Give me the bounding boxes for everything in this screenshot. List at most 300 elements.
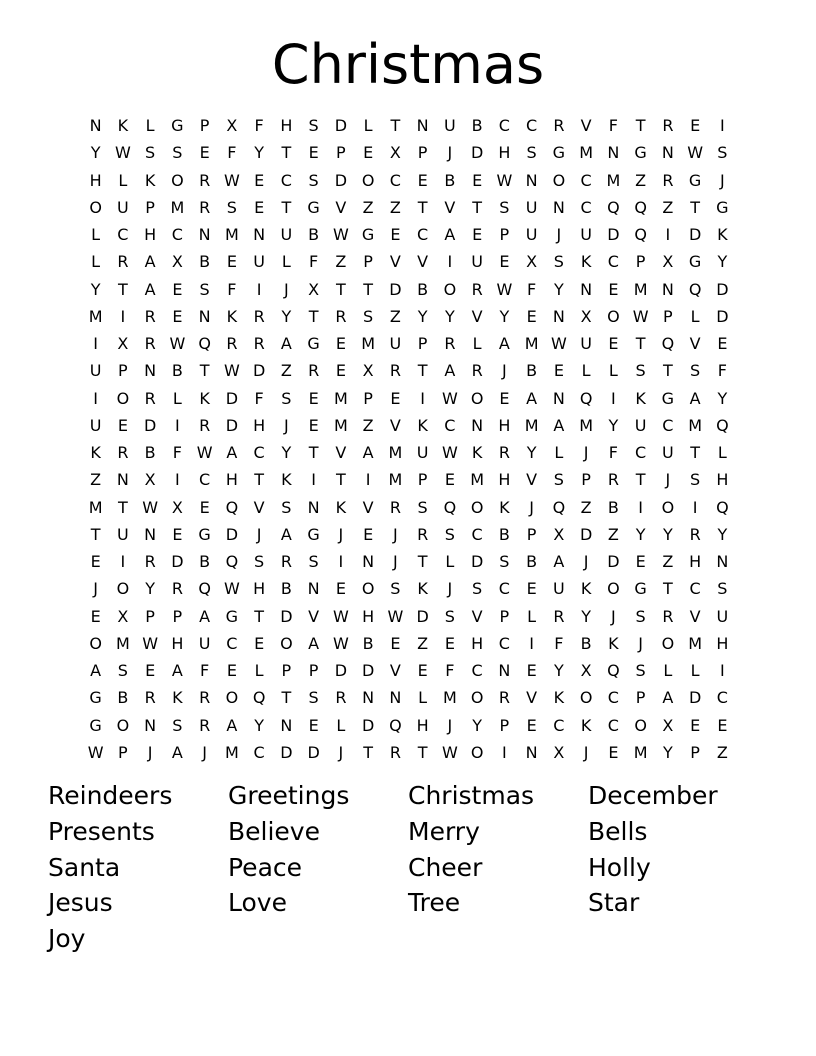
grid-cell: D [334, 170, 348, 190]
grid-cell: A [553, 415, 565, 435]
grid-cell: I [93, 388, 98, 408]
grid-cell: N [362, 688, 375, 708]
grid-cell: R [471, 279, 483, 299]
grid-cell: Q [552, 497, 566, 517]
grid-cell: E [526, 306, 537, 326]
grid-cell: K [144, 170, 156, 190]
grid-cell: R [662, 606, 674, 626]
word-list-item: Reindeers [48, 781, 173, 810]
grid-cell: P [526, 524, 537, 544]
grid-cell: N [253, 225, 266, 245]
grid-cell: O [579, 688, 593, 708]
grid-cell: S [254, 552, 265, 572]
grid-cell: D [280, 606, 293, 626]
letter-grid [82, 112, 736, 766]
grid-cell: Q [225, 497, 239, 517]
grid-cell: F [445, 661, 455, 681]
grid-cell: G [89, 688, 102, 708]
grid-cell: I [420, 388, 425, 408]
grid-cell: V [389, 252, 401, 272]
grid-cell: N [307, 497, 320, 517]
grid-cell: G [361, 225, 375, 245]
grid-cell: C [526, 116, 538, 136]
grid-cell: N [144, 524, 157, 544]
grid-cell: Z [335, 252, 347, 272]
grid-cell: C [253, 443, 265, 463]
grid-cell: H [498, 143, 511, 163]
grid-cell: W [223, 170, 240, 190]
grid-cell: R [498, 443, 510, 463]
grid-cell: M [579, 143, 594, 163]
grid-cell: O [470, 388, 484, 408]
grid-cell: I [638, 497, 643, 517]
grid-cell: T [281, 143, 292, 163]
word-list-item: Presents [48, 816, 155, 846]
grid-cell: Z [389, 306, 401, 326]
grid-cell: R [389, 497, 401, 517]
grid-cell: E [199, 143, 210, 163]
grid-cell: E [444, 470, 455, 490]
grid-cell: H [253, 415, 266, 435]
grid-row [82, 466, 736, 493]
grid-cell: E [335, 361, 346, 381]
grid-cell: T [662, 361, 673, 381]
grid-cell: D [171, 552, 184, 572]
grid-cell: W [142, 633, 159, 653]
grid-cell: W [687, 143, 704, 163]
grid-cell: Y [553, 279, 564, 299]
grid-cell: E [390, 388, 401, 408]
grid-cell: I [311, 470, 316, 490]
grid-cell: C [607, 252, 619, 272]
grid-cell: I [502, 742, 507, 762]
grid-cell: A [498, 334, 510, 354]
grid-cell: U [444, 116, 456, 136]
grid-cell: O [280, 633, 293, 653]
grid-cell: S [717, 143, 728, 163]
word-list-item: Joy [48, 924, 86, 954]
grid-cell: G [307, 334, 320, 354]
grid-cell: I [93, 334, 98, 354]
grid-cell: S [499, 197, 510, 217]
grid-cell: B [117, 688, 129, 708]
grid-cell: P [363, 252, 373, 272]
grid-cell: B [308, 225, 320, 245]
grid-cell: C [498, 116, 510, 136]
grid-cell: C [553, 715, 565, 735]
grid-cell: M [524, 334, 539, 354]
grid-cell: D [716, 306, 729, 326]
grid-cell: E [390, 633, 401, 653]
grid-cell: W [387, 606, 404, 626]
grid-cell: O [89, 197, 102, 217]
grid-row [82, 139, 736, 166]
grid-cell: D [688, 688, 702, 708]
grid-cell: R [144, 388, 156, 408]
grid-cell: W [496, 279, 513, 299]
grid-cell: Y [281, 443, 292, 463]
grid-cell: B [444, 170, 456, 190]
grid-cell: U [662, 443, 674, 463]
grid-cell: I [175, 415, 180, 435]
grid-cell: T [417, 552, 428, 572]
grid-cell: C [444, 415, 456, 435]
grid-cell: U [580, 334, 592, 354]
grid-cell: C [471, 661, 483, 681]
grid-cell: S [308, 116, 319, 136]
grid-cell: F [554, 633, 564, 653]
grid-cell: Y [90, 143, 101, 163]
grid-cell: J [583, 552, 589, 572]
grid-cell: C [662, 415, 674, 435]
grid-cell: T [472, 197, 483, 217]
grid-cell: L [418, 688, 428, 708]
grid-cell: S [172, 143, 183, 163]
puzzle-title: Christmas [271, 33, 545, 96]
grid-cell: D [334, 661, 348, 681]
grid-cell: R [662, 116, 674, 136]
grid-cell: J [611, 606, 616, 626]
grid-cell: B [498, 524, 510, 544]
grid-cell: P [581, 470, 591, 490]
grid-cell: R [389, 742, 401, 762]
grid-cell: A [444, 361, 456, 381]
grid-cell: M [470, 470, 485, 490]
grid-cell: E [390, 225, 401, 245]
grid-cell: V [335, 443, 347, 463]
grid-cell: I [256, 279, 262, 299]
grid-cell: P [118, 361, 128, 381]
grid-cell: I [611, 388, 616, 408]
grid-cell: J [720, 170, 725, 190]
grid-cell: I [720, 661, 725, 681]
grid-cell: U [253, 252, 265, 272]
grid-cell: W [632, 306, 649, 326]
grid-row [82, 167, 736, 194]
grid-cell: K [199, 388, 210, 408]
grid-cell: E [254, 197, 265, 217]
grid-cell: D [416, 606, 429, 626]
grid-cell: D [579, 524, 593, 544]
grid-cell: S [553, 470, 564, 490]
grid-cell: R [389, 361, 401, 381]
grid-cell: R [171, 579, 183, 599]
grid-cell: U [716, 606, 729, 626]
grid-cell: Q [607, 197, 620, 217]
word-list-item: Star [588, 888, 640, 918]
grid-cell: N [716, 552, 729, 572]
grid-cell: E [226, 661, 237, 681]
grid-cell: O [661, 497, 675, 517]
word-list-item: Jesus [48, 888, 113, 918]
grid-cell: Z [635, 170, 647, 190]
grid-cell: U [89, 415, 102, 435]
grid-cell: H [362, 606, 375, 626]
grid-cell: E [444, 633, 455, 653]
grid-cell: E [308, 715, 319, 735]
grid-cell: I [338, 552, 344, 572]
grid-cell: O [634, 715, 647, 735]
grid-cell: J [338, 524, 344, 544]
grid-cell: C [417, 225, 429, 245]
grid-cell: E [608, 742, 619, 762]
grid-cell: O [361, 579, 375, 599]
grid-row [82, 248, 736, 275]
grid-cell: S [553, 252, 564, 272]
grid-cell: E [308, 143, 319, 163]
grid-cell: X [171, 252, 183, 272]
grid-cell: V [308, 606, 320, 626]
grid-cell: P [308, 661, 319, 681]
grid-cell: P [499, 225, 510, 245]
grid-cell: A [553, 552, 565, 572]
grid-cell: V [526, 688, 538, 708]
grid-cell: G [688, 252, 702, 272]
grid-cell: Q [661, 334, 675, 354]
grid-cell: Y [662, 742, 673, 762]
grid-cell: B [199, 252, 211, 272]
grid-cell: G [89, 715, 102, 735]
grid-cell: T [390, 116, 401, 136]
grid-cell: Q [634, 225, 647, 245]
grid-cell: H [416, 715, 429, 735]
grid-cell: Y [608, 415, 619, 435]
grid-cell: S [145, 143, 156, 163]
grid-cell: K [90, 443, 101, 463]
grid-cell: N [144, 361, 157, 381]
grid-cell: M [224, 225, 239, 245]
grid-cell: A [226, 443, 238, 463]
grid-cell: E [717, 715, 728, 735]
grid-cell: D [225, 388, 239, 408]
grid-cell: O [171, 170, 184, 190]
grid-row [82, 303, 736, 330]
grid-row [82, 712, 736, 739]
grid-cell: I [175, 470, 180, 490]
grid-cell: S [281, 497, 292, 517]
grid-cell: G [634, 143, 647, 163]
grid-cell: P [417, 470, 428, 490]
grid-cell: M [633, 279, 648, 299]
grid-cell: Q [634, 197, 647, 217]
grid-cell: N [661, 143, 674, 163]
grid-cell: M [333, 415, 348, 435]
grid-cell: O [470, 497, 484, 517]
grid-cell: V [689, 606, 701, 626]
grid-cell: R [553, 116, 565, 136]
grid-cell: V [471, 606, 483, 626]
grid-cell: T [281, 688, 292, 708]
grid-cell: E [499, 388, 510, 408]
grid-cell: E [254, 170, 265, 190]
grid-cell: M [88, 306, 103, 326]
grid-cell: L [172, 388, 182, 408]
grid-cell: A [444, 225, 456, 245]
grid-cell: U [580, 225, 592, 245]
grid-cell: N [144, 715, 157, 735]
grid-cell: T [363, 742, 374, 762]
grid-cell: R [689, 524, 701, 544]
grid-cell: E [499, 252, 510, 272]
grid-cell: G [688, 170, 702, 190]
grid-cell: X [171, 497, 183, 517]
grid-cell: L [608, 361, 618, 381]
grid-cell: H [716, 633, 729, 653]
grid-cell: S [308, 170, 319, 190]
grid-cell: R [607, 470, 619, 490]
grid-cell: R [199, 688, 211, 708]
grid-cell: B [526, 552, 538, 572]
grid-cell: O [470, 742, 484, 762]
grid-cell: O [361, 170, 375, 190]
grid-cell: B [417, 279, 429, 299]
grid-cell: T [363, 279, 374, 299]
grid-cell: N [607, 143, 620, 163]
grid-cell: X [362, 361, 374, 381]
grid-cell: H [89, 170, 102, 190]
grid-cell: X [226, 116, 238, 136]
grid-cell: R [335, 688, 347, 708]
grid-cell: S [717, 579, 728, 599]
grid-cell: G [661, 388, 675, 408]
grid-cell: L [91, 252, 101, 272]
grid-cell: M [606, 170, 621, 190]
grid-cell: H [498, 470, 511, 490]
grid-cell: H [689, 552, 702, 572]
grid-cell: C [580, 170, 592, 190]
grid-cell: D [716, 279, 729, 299]
grid-cell: K [172, 688, 183, 708]
grid-cell: R [417, 524, 429, 544]
grid-cell: A [90, 661, 102, 681]
grid-cell: A [308, 633, 320, 653]
grid-cell: C [471, 524, 483, 544]
grid-cell: E [172, 279, 183, 299]
grid-cell: K [608, 633, 619, 653]
grid-cell: M [388, 443, 403, 463]
grid-cell: E [226, 252, 237, 272]
word-list-item: Believe [228, 816, 320, 846]
grid-cell: L [717, 443, 727, 463]
grid-cell: K [117, 116, 129, 136]
word-list-item: Cheer [408, 852, 483, 882]
grid-cell: D [143, 415, 157, 435]
grid-cell: E [635, 552, 646, 572]
grid-cell: J [284, 279, 289, 299]
grid-cell: E [308, 388, 319, 408]
grid-row [82, 739, 736, 766]
grid-cell: E [608, 279, 619, 299]
grid-cell: M [224, 742, 239, 762]
grid-cell: W [550, 334, 567, 354]
grid-cell: H [471, 633, 484, 653]
grid-cell: S [117, 661, 128, 681]
grid-cell: M [524, 415, 539, 435]
grid-cell: U [117, 524, 129, 544]
grid-row [82, 494, 736, 521]
grid-cell: K [281, 470, 292, 490]
grid-cell: G [552, 143, 566, 163]
grid-cell: T [635, 334, 646, 354]
grid-cell: Q [198, 579, 211, 599]
grid-cell: Z [389, 197, 401, 217]
grid-cell: S [444, 524, 455, 544]
grid-cell: C [498, 633, 510, 653]
grid-cell: S [635, 606, 646, 626]
grid-cell: G [225, 606, 239, 626]
grid-cell: W [441, 388, 458, 408]
grid-cell: X [553, 742, 565, 762]
grid-cell: W [142, 497, 159, 517]
grid-cell: R [199, 415, 211, 435]
grid-cell: Z [662, 197, 674, 217]
grid-cell: A [662, 688, 674, 708]
grid-cell: M [688, 633, 703, 653]
grid-cell: O [116, 715, 130, 735]
grid-cell: W [441, 742, 458, 762]
grid-cell: E [417, 170, 428, 190]
grid-cell: A [226, 715, 238, 735]
grid-cell: F [608, 116, 618, 136]
grid-cell: G [716, 197, 729, 217]
grid-cell: H [498, 415, 511, 435]
grid-cell: P [281, 661, 292, 681]
grid-cell: E [472, 170, 483, 190]
grid-cell: B [471, 116, 483, 136]
grid-cell: U [89, 361, 102, 381]
grid-cell: H [253, 579, 266, 599]
grid-cell: Y [553, 661, 564, 681]
grid-cell: D [470, 552, 484, 572]
grid-row [82, 603, 736, 630]
grid-cell: R [226, 334, 238, 354]
word-list-item: Santa [48, 852, 121, 882]
grid-cell: U [280, 225, 293, 245]
grid-cell: P [499, 606, 510, 626]
grid-cell: M [388, 470, 403, 490]
grid-cell: G [198, 524, 211, 544]
grid-cell: S [199, 279, 210, 299]
grid-cell: Y [717, 388, 728, 408]
grid-cell: M [115, 633, 130, 653]
grid-cell: N [416, 116, 429, 136]
grid-cell: F [200, 661, 210, 681]
grid-cell: V [417, 252, 429, 272]
grid-cell: K [417, 415, 428, 435]
grid-cell: V [253, 497, 265, 517]
grid-cell: C [117, 225, 129, 245]
grid-cell: S [472, 579, 483, 599]
grid-cell: H [280, 116, 293, 136]
grid-cell: O [116, 388, 130, 408]
grid-cell: W [169, 334, 186, 354]
grid-cell: X [308, 279, 320, 299]
grid-cell: Y [90, 279, 101, 299]
grid-cell: Z [716, 742, 728, 762]
grid-cell: M [442, 688, 457, 708]
grid-cell: T [690, 443, 701, 463]
grid-cell: J [338, 742, 344, 762]
grid-cell: B [580, 633, 592, 653]
grid-cell: K [717, 225, 728, 245]
grid-cell: T [308, 306, 319, 326]
grid-cell: E [90, 552, 101, 572]
grid-cell: S [444, 606, 455, 626]
grid-cell: J [529, 497, 534, 517]
grid-row [82, 439, 736, 466]
grid-cell: W [87, 742, 104, 762]
grid-cell: L [118, 170, 128, 190]
